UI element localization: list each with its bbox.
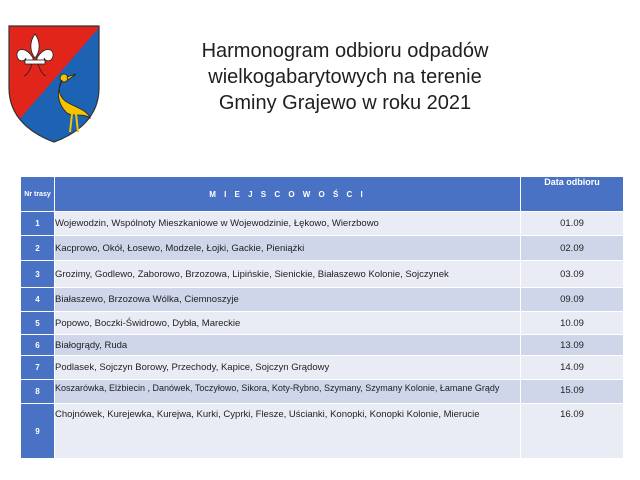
- pickup-date: 01.09: [521, 212, 624, 236]
- route-number: 2: [21, 236, 55, 261]
- route-places: Chojnówek, Kurejewka, Kurejwa, Kurki, Cyprki, Flesze, Uścianki, Konopki, Konopki Kolonie, Mierucie: [55, 404, 521, 459]
- page-title: [120, 38, 570, 116]
- route-places: Kacprowo, Okół, Łosewo, Modzele, Łojki, Gackie, Pieniążki: [55, 236, 521, 261]
- route-places: Wojewodzin, Wspólnoty Mieszkaniowe w Wojewodzinie, Łękowo, Wierzbowo: [55, 212, 521, 236]
- route-places: Podlasek, Sojczyn Borowy, Przechody, Kapice, Sojczyn Grądowy: [55, 356, 521, 380]
- table-header-row: [21, 177, 624, 212]
- table-row: [21, 404, 624, 459]
- pickup-date: 13.09: [521, 335, 624, 356]
- title-line: Harmonogram odbioru odpadów: [201, 40, 489, 62]
- route-number: 7: [21, 356, 55, 380]
- table-row: [21, 312, 624, 335]
- route-number: 5: [21, 312, 55, 335]
- coat-of-arms: [4, 22, 104, 146]
- route-places: Koszarówka, Elżbiecin , Danówek, Toczyłowo, Sikora, Koty-Rybno, Szymany, Szymany Kolonie, Łamane Grądy: [55, 380, 521, 404]
- pickup-date: 09.09: [521, 288, 624, 312]
- route-number: 4: [21, 288, 55, 312]
- route-places: Białaszewo, Brzozowa Wólka, Ciemnoszyje: [55, 288, 521, 312]
- pickup-date: 03.09: [521, 261, 624, 288]
- route-number: 9: [21, 404, 55, 459]
- route-places: Białogrądy, Ruda: [55, 335, 521, 356]
- route-places: Grozimy, Godlewo, Zaborowo, Brzozowa, Lipińskie, Sienickie, Białaszewo Kolonie, Sojczynek: [55, 261, 521, 288]
- table-row: [21, 288, 624, 312]
- header-data-odbioru: Data odbioru: [521, 177, 624, 212]
- title-line: Gminy Grajewo w roku 2021: [218, 92, 472, 114]
- pickup-date: 02.09: [521, 236, 624, 261]
- table-row: [21, 212, 624, 236]
- table-row: [21, 335, 624, 356]
- route-number: 8: [21, 380, 55, 404]
- table-row: [21, 236, 624, 261]
- pickup-date: 10.09: [521, 312, 624, 335]
- title-line: wielkogabarytowych na terenie: [208, 66, 482, 88]
- route-number: 3: [21, 261, 55, 288]
- header-miejscowosci: M I E J S C O W O Ś C I: [55, 177, 521, 212]
- pickup-date: 15.09: [521, 380, 624, 404]
- route-number: 6: [21, 335, 55, 356]
- route-number: 1: [21, 212, 55, 236]
- route-places: Popowo, Boczki-Świdrowo, Dybła, Mareckie: [55, 312, 521, 335]
- table-row: [21, 261, 624, 288]
- table-row: [21, 356, 624, 380]
- schedule-table: [20, 176, 624, 459]
- pickup-date: 16.09: [521, 404, 624, 459]
- pickup-date: 14.09: [521, 356, 624, 380]
- header-nr-trasy: Nr trasy: [21, 177, 55, 212]
- table-row: [21, 380, 624, 404]
